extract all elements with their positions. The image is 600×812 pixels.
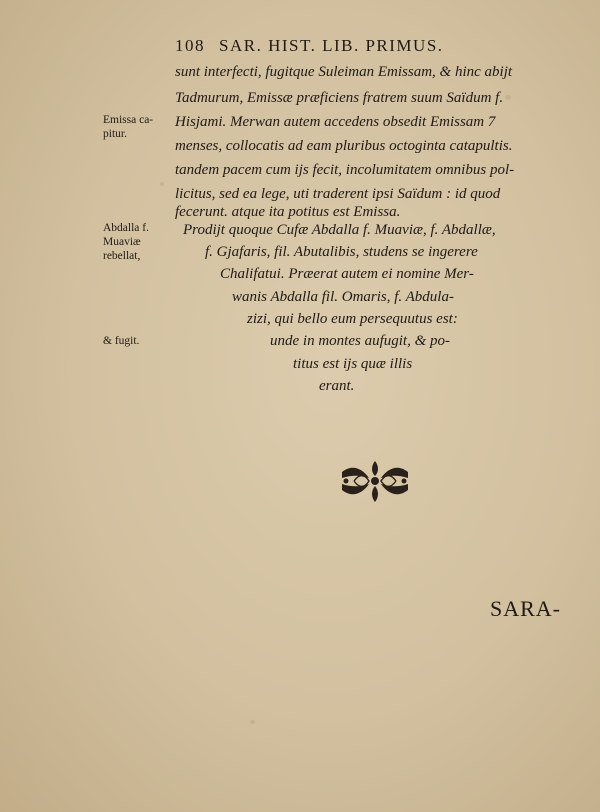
running-head: [175, 36, 444, 56]
text-line: licitus, sed ea lege, uti traderent ipsi Saïdum : id quod: [175, 186, 501, 202]
text-line: zizi, qui bello eum persequutus est:: [247, 311, 458, 327]
fleuron-ornament-icon: [338, 458, 412, 504]
margin-note-abdalla: Abdalla f. Muaviæ rebellat,: [103, 222, 149, 262]
text-line: Hisjami. Merwan autem accedens obsedit Emissam 7: [175, 114, 496, 130]
text-line: erant.: [319, 378, 355, 394]
paper-spot: [250, 720, 255, 724]
text-line: menses, collocatis ad eam pluribus octoginta catapultis.: [175, 138, 513, 154]
text-line: tandem pacem cum ijs fecit, incolumitatem omnibus pol-: [175, 162, 515, 178]
text-line: fecerunt. atque ita potitus est Emissa.: [175, 204, 401, 220]
margin-note-emissa: Emissa ca- pitur.: [103, 114, 154, 140]
margin-note-fugit: & fugit.: [103, 335, 140, 347]
text-line: wanis Abdalla fil. Omaris, f. Abdula-: [232, 289, 454, 305]
text-line: unde in montes aufugit, & po-: [270, 333, 450, 349]
paper-spot: [505, 95, 511, 100]
text-line: Chalifatui. Præerat autem ei nomine Mer-: [220, 266, 474, 282]
catchword: SARA-: [490, 596, 562, 621]
text-line: titus est ijs quæ illis: [293, 356, 413, 372]
text-line: f. Gjafaris, fil. Abutalibis, studens se ingerere: [205, 244, 478, 260]
text-line: Prodijt quoque Cufæ Abdalla f. Muaviæ, f. Abdallæ,: [183, 222, 496, 238]
text-line: Tadmurum, Emissæ præficiens fratrem suum Saïdum f.: [175, 90, 504, 106]
running-title: SAR. HIST. LIB. PRIMUS.: [219, 36, 444, 55]
text-line: sunt interfecti, fugitque Suleiman Emissam, & hinc abijt: [175, 64, 513, 80]
page-number: 108: [175, 36, 205, 55]
paper-spot: [160, 182, 164, 186]
